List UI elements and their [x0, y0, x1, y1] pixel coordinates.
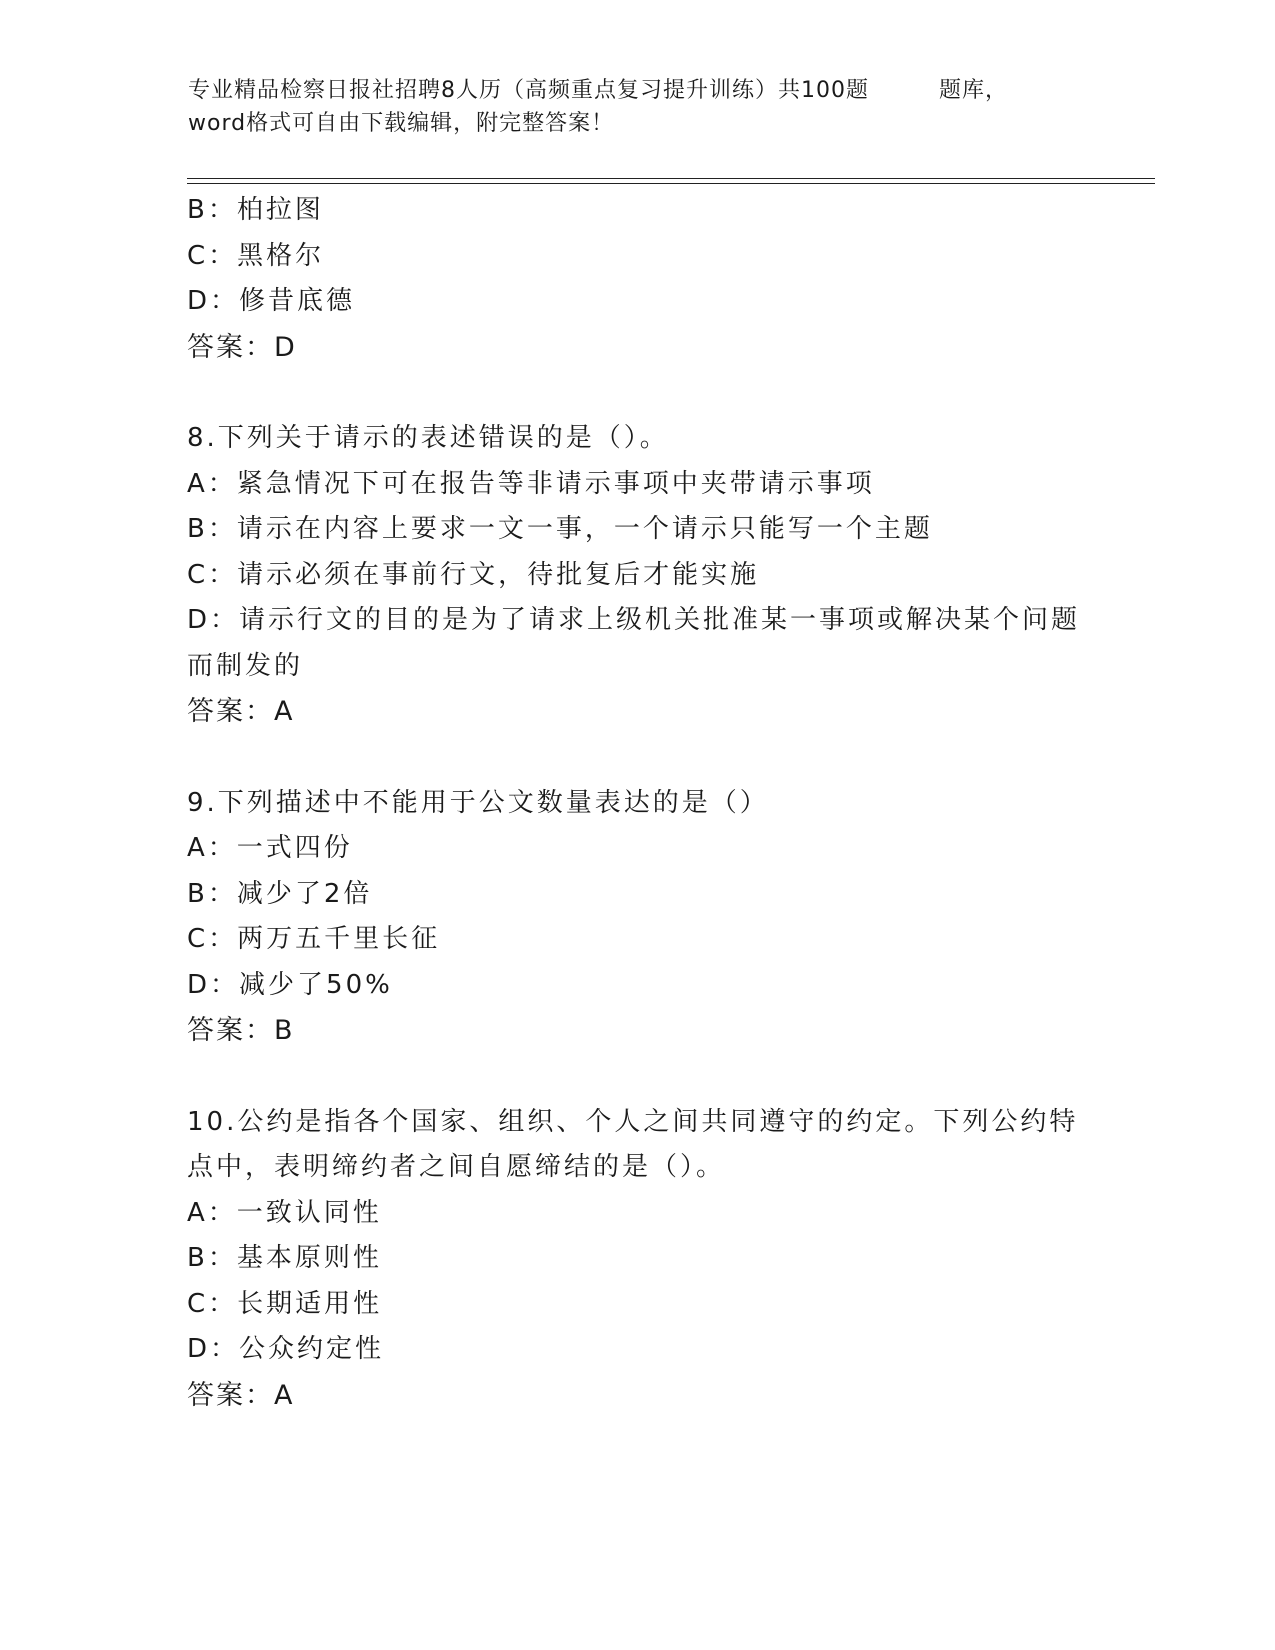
option-c: C：两万五千里长征 [187, 924, 441, 954]
option-d: D：公众约定性 [187, 1334, 385, 1364]
question-stem: 10.公约是指各个国家、组织、个人之间共同遵守的约定。下列公约特 [187, 1106, 1079, 1137]
option-d: D：修昔底德 [187, 286, 356, 316]
header-divider-bottom [187, 183, 1155, 184]
question-8 [187, 416, 1087, 735]
question-10 [187, 1100, 1087, 1419]
question-stem-continuation: 点中，表明缔约者之间自愿缔结的是（）。 [187, 1152, 726, 1182]
question-list [187, 188, 1087, 1418]
answer-line: 答案：B [187, 1015, 295, 1046]
option-b: B：基本原则性 [187, 1243, 382, 1273]
answer-line: 答案：A [187, 1379, 295, 1411]
option-a: A：紧急情况下可在报告等非请示事项中夹带请示事项 [187, 468, 875, 499]
document-header [188, 74, 1088, 140]
question-7-continued [187, 188, 1087, 370]
answer-line: 答案：D [187, 331, 297, 363]
option-a: A：一致认同性 [187, 1197, 382, 1228]
option-c: C：黑格尔 [187, 240, 325, 271]
option-b: B：请示在内容上要求一文一事，一个请示只能写一个主题 [187, 514, 933, 544]
answer-line: 答案：A [187, 696, 295, 727]
question-stem: 8.下列关于请示的表述错误的是（）。 [187, 423, 669, 453]
option-c: C：请示必须在事前行文，待批复后才能实施 [187, 559, 760, 590]
question-stem: 9.下列描述中不能用于公文数量表达的是（） [187, 787, 769, 818]
option-a: A：一式四份 [187, 833, 353, 863]
option-b: B：减少了2倍 [187, 878, 373, 909]
header-line-1 [188, 74, 1088, 107]
option-d: D：请示行文的目的是为了请求上级机关批准某一事项或解决某个问题 [187, 605, 1081, 635]
option-d: D：减少了50% [187, 969, 393, 1000]
option-c: C：长期适用性 [187, 1288, 383, 1319]
option-d-continuation: 而制发的 [187, 650, 304, 681]
header-divider-top [187, 178, 1155, 179]
header-title: 专业精品检察日报社招聘8人历（高频重点复习提升训练）共100题 [188, 78, 869, 103]
header-title-suffix: 题库， [939, 78, 1009, 103]
question-9 [187, 781, 1087, 1054]
option-b: B：柏拉图 [187, 195, 324, 225]
header-line-2: word格式可自由下载编辑，附完整答案！ [188, 111, 615, 136]
